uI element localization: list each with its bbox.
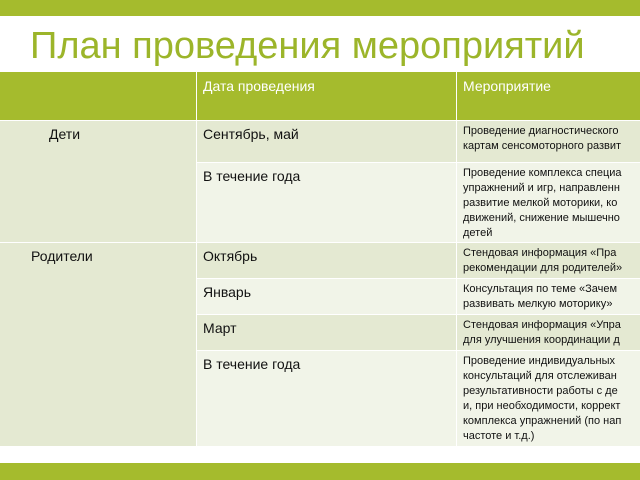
- event-line: картам сенсомоторного развит: [463, 139, 622, 152]
- date-cell: В течение года: [197, 162, 457, 242]
- date-cell: Январь: [197, 278, 457, 314]
- event-line: Стендовая информация «Пра: [463, 246, 617, 259]
- event-line: результативности работы с де: [463, 384, 618, 397]
- event-line: частоте и т.д.): [463, 429, 535, 442]
- event-cell: [457, 350, 640, 446]
- date-cell: Октябрь: [197, 242, 457, 278]
- event-line: для улучшения координации д: [463, 333, 620, 346]
- date-cell: В течение года: [197, 350, 457, 446]
- header-participants: [0, 72, 197, 120]
- event-line: рекомендации для родителей»: [463, 261, 623, 274]
- event-cell: [457, 278, 640, 314]
- event-line: Проведение индивидуальных: [463, 354, 615, 367]
- header-event: Мероприятие: [457, 72, 640, 120]
- event-line: консультаций для отслеживан: [463, 369, 617, 382]
- category-cell-children: [0, 120, 197, 242]
- event-line: движений, снижение мышечно: [463, 211, 620, 224]
- table-row: [0, 242, 640, 278]
- event-cell: [457, 314, 640, 350]
- event-line: Проведение диагностического: [463, 124, 619, 137]
- slide-title: План проведения мероприятий: [30, 25, 585, 67]
- bottom-accent-bar: [0, 463, 640, 480]
- event-cell: [457, 120, 640, 162]
- category-label: Дети: [49, 125, 81, 142]
- category-label: Родители: [31, 247, 93, 264]
- header-date: Дата проведения: [197, 72, 457, 120]
- events-table: [0, 72, 640, 447]
- event-cell: [457, 242, 640, 278]
- event-line: упражнений и игр, направленн: [463, 181, 620, 194]
- date-cell: Сентябрь, май: [197, 120, 457, 162]
- event-line: Консультация по теме «Зачем: [463, 282, 618, 295]
- event-line: Проведение комплекса специа: [463, 166, 622, 179]
- table-row: [0, 120, 640, 162]
- event-line: Стендовая информация «Упра: [463, 318, 621, 331]
- date-cell: Март: [197, 314, 457, 350]
- event-cell: [457, 162, 640, 242]
- event-line: комплекса упражнений (по нап: [463, 414, 622, 427]
- event-line: развитие мелкой моторики, ко: [463, 196, 618, 209]
- category-cell-parents: [0, 242, 197, 446]
- table-header-row: [0, 72, 640, 120]
- top-accent-bar: [0, 0, 640, 16]
- event-line: и, при необходимости, коррект: [463, 399, 621, 412]
- event-line: развивать мелкую моторику»: [463, 297, 613, 310]
- event-line: детей: [463, 226, 493, 239]
